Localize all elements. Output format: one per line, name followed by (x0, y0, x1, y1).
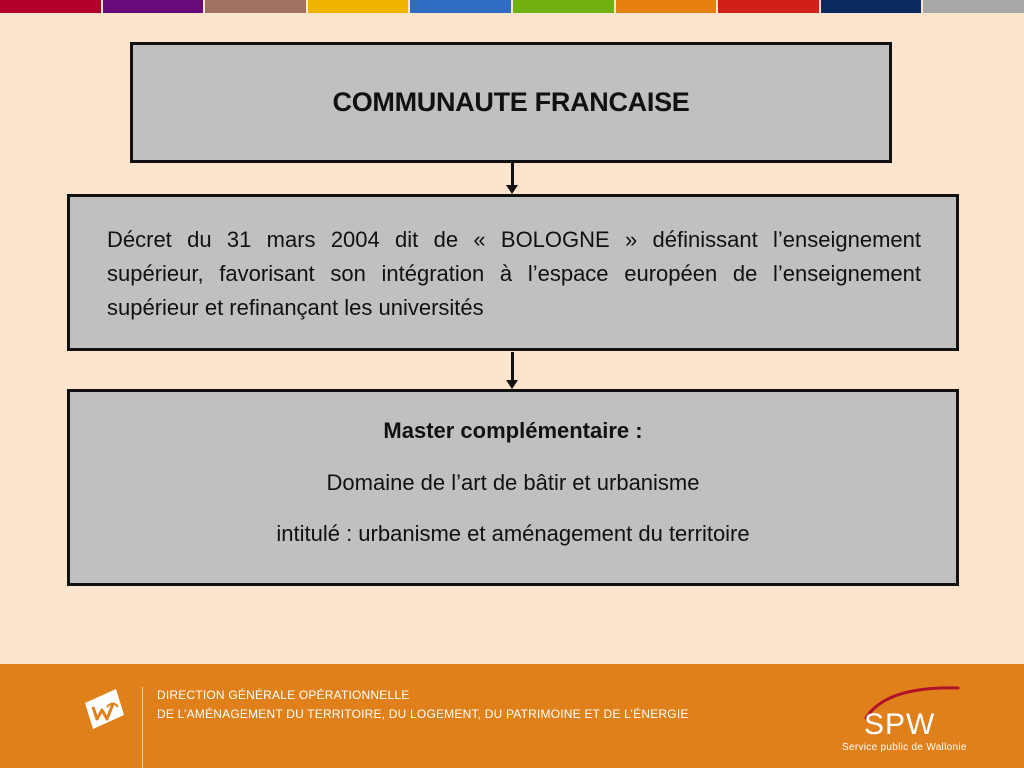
spw-logo-icon (856, 678, 976, 745)
wallonia-logo-icon (82, 686, 128, 737)
footer-department-text (157, 686, 689, 724)
color-stripe-bar (0, 0, 1024, 13)
arrow-down-icon (506, 163, 518, 194)
color-stripe-segment (308, 0, 409, 13)
spw-logo-text: SPW (864, 708, 936, 740)
master-heading: Master complémentaire : (383, 418, 643, 443)
master-domain: Domaine de l’art de bâtir et urbanisme (326, 470, 700, 495)
footer (0, 664, 1024, 768)
communaute-francaise-box (130, 42, 892, 163)
footer-divider (142, 687, 143, 768)
color-stripe-segment (0, 0, 101, 13)
color-stripe-segment (513, 0, 614, 13)
decret-text: Décret du 31 mars 2004 dit de « BOLOGNE » définissant l’enseignement supérieur, favorisant son intégration à l’espace européen de l’enseignement supérieur et refinançant les universités (107, 227, 921, 320)
color-stripe-segment (821, 0, 922, 13)
color-stripe-segment (616, 0, 717, 13)
color-stripe-segment (410, 0, 511, 13)
box-title: COMMUNAUTE FRANCAISE (332, 87, 690, 117)
footer-line-1: DIRECTION GÉNÉRALE OPÉRATIONNELLE (157, 688, 410, 702)
footer-line-2: DE L’AMÉNAGEMENT DU TERRITOIRE, DU LOGEMENT, DU PATRIMOINE ET DE L’ÉNERGIE (157, 707, 689, 721)
spw-tagline: Service public de Wallonie (842, 742, 967, 753)
color-stripe-segment (923, 0, 1024, 13)
decret-box (67, 194, 959, 351)
master-box (67, 389, 959, 586)
color-stripe-segment (103, 0, 204, 13)
master-title: intitulé : urbanisme et aménagement du territoire (276, 521, 750, 546)
arrow-down-icon (506, 352, 518, 389)
svg-text:SPW (864, 708, 935, 740)
color-stripe-segment (205, 0, 306, 13)
color-stripe-segment (718, 0, 819, 13)
